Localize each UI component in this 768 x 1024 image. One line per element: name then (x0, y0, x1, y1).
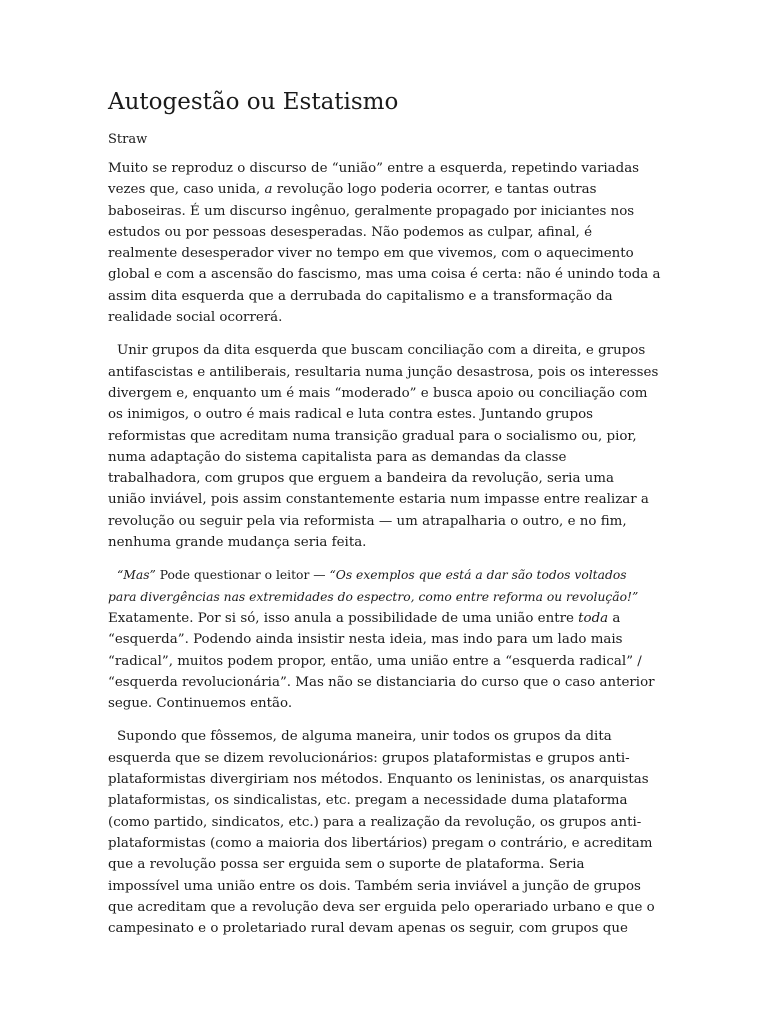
paragraph-line (108, 511, 664, 532)
paragraph-line (108, 812, 664, 833)
paragraph-line (108, 383, 664, 404)
paragraph-line (108, 362, 664, 383)
text-segment: campesinato e o proletariado rural devam apenas os seguir, com grupos que (108, 921, 628, 937)
italic-text: “Mas” (117, 568, 156, 583)
document-author: Straw (108, 132, 148, 147)
text-segment: “radical”, muitos podem propor, então, uma união entre a “esquerda radical” / (108, 653, 642, 669)
text-segment: Pode questionar o leitor — (155, 568, 330, 583)
text-segment: realidade social ocorrerá. (108, 310, 283, 326)
text-segment: a (608, 610, 621, 626)
text-segment: numa adaptação do sistema capitalista para as demandas da classe (108, 449, 567, 465)
text-segment: antifascistas e antiliberais, resultaria numa junção desastrosa, pois os interesses (108, 364, 659, 380)
paragraph-line (108, 748, 664, 769)
paragraph-line (108, 264, 664, 285)
text-segment: Supondo que fôssemos, de alguma maneira, unir todos os grupos da dita (117, 729, 612, 745)
text-segment: Unir grupos da dita esquerda que buscam conciliação com a direita, e grupos (117, 343, 646, 359)
document-title: Autogestão ou Estatismo (108, 89, 399, 115)
text-segment: “esquerda revolucionária”. Mas não se distanciaria do curso que o caso anterior (108, 674, 655, 690)
body-paragraph (108, 158, 664, 328)
paragraph-line (108, 565, 664, 586)
text-segment: global e com a ascensão do fascismo, mas uma coisa é certa: não é unindo toda a (108, 267, 661, 283)
text-segment: vezes que, caso unida, (108, 182, 265, 198)
paragraph-line (108, 426, 664, 447)
paragraph-line (108, 243, 664, 264)
paragraph-line (108, 790, 664, 811)
text-segment: realmente desesperador viver no tempo em que vivemos, com o aquecimento (108, 246, 634, 262)
paragraph-line (108, 532, 664, 553)
paragraph-line (108, 340, 664, 361)
paragraph-line (108, 222, 664, 243)
paragraph-line (108, 726, 664, 747)
body-paragraph (108, 340, 664, 553)
paragraph-line (108, 447, 664, 468)
text-segment: esquerda que se dizem revolucionários: grupos plataformistas e grupos anti- (108, 750, 630, 766)
text-segment: que a revolução possa ser erguida sem o suporte de plataforma. Seria (108, 857, 585, 873)
paragraph-line (108, 876, 664, 897)
paragraph-line (108, 672, 664, 693)
text-segment: Muito se reproduz o discurso de “união” entre a esquerda, repetindo variadas (108, 161, 640, 176)
text-segment: que acreditam que a revolução deva ser erguida pelo operariado urbano e que o (108, 899, 655, 915)
text-segment: plataformistas (como a maioria dos libertários) pregam o contrário, e acreditam (108, 835, 653, 851)
text-segment: (como partido, sindicatos, etc.) para a realização da revolução, os grupos anti- (108, 814, 642, 830)
italic-text: para divergências nas extremidades do espectro, como entre reforma ou revolução!” (108, 589, 639, 604)
italic-text: a (264, 182, 273, 198)
text-segment: reformistas que acreditam numa transição gradual para o socialismo ou, pior, (108, 428, 637, 444)
paragraph-line (108, 629, 664, 650)
paragraph-line (108, 651, 664, 672)
paragraph-line (108, 489, 664, 510)
paragraph-line (108, 158, 664, 179)
paragraph-line (108, 769, 664, 790)
paragraph-line (108, 918, 664, 939)
paragraph-line (108, 608, 664, 629)
paragraph-line (108, 404, 664, 425)
text-segment: revolução ou seguir pela via reformista — um atrapalharia o outro, e no fim, (108, 513, 627, 529)
text-segment: plataformistas divergiriam nos métodos. Enquanto os leninistas, os anarquistas (108, 772, 649, 788)
text-segment: impossível uma união entre os dois. Também seria inviável a junção de grupos (108, 878, 641, 894)
paragraph-line (108, 179, 664, 200)
text-segment: baboseiras. É um discurso ingênuo, geralmente propagado por iniciantes nos (108, 203, 635, 219)
text-segment: trabalhadora, com grupos que erguem a bandeira da revolução, seria uma (108, 471, 614, 487)
text-segment: união inviável, pois assim constantemente estaria num impasse entre realizar a (108, 492, 649, 508)
document-body (108, 158, 664, 951)
text-segment: Exatamente. Por si só, isso anula a possibilidade de uma união entre (108, 610, 579, 626)
text-segment: “esquerda”. Podendo ainda insistir nesta ideia, mas indo para um lado mais (108, 632, 623, 648)
paragraph-line (108, 693, 664, 714)
paragraph-line (108, 587, 664, 608)
text-segment: segue. Continuemos então. (108, 696, 293, 712)
text-segment: assim dita esquerda que a derrubada do capitalismo e a transformação da (108, 288, 613, 304)
paragraph-line (108, 286, 664, 307)
paragraph-line (108, 854, 664, 875)
text-segment: nenhuma grande mudança seria feita. (108, 535, 367, 551)
text-segment: divergem e, enquanto um é mais “moderado” e busca apoio ou conciliação com (108, 385, 648, 401)
paragraph-line (108, 833, 664, 854)
text-segment: plataformistas, os sindicalistas, etc. pregam a necessidade duma plataforma (108, 793, 628, 809)
paragraph-line (108, 201, 664, 222)
italic-text: toda (578, 610, 609, 626)
text-segment: estudos ou por pessoas desesperadas. Não podemos as culpar, afinal, é (108, 224, 592, 240)
text-segment: os inimigos, o outro é mais radical e luta contra estes. Juntando grupos (108, 407, 594, 423)
paragraph-line (108, 468, 664, 489)
text-segment: revolução logo poderia ocorrer, e tantas outras (272, 182, 597, 198)
italic-text: “Os exemplos que está a dar são todos voltados (329, 568, 627, 583)
paragraph-line (108, 897, 664, 918)
body-paragraph (108, 726, 664, 939)
paragraph-line (108, 307, 664, 328)
body-paragraph (108, 565, 664, 714)
